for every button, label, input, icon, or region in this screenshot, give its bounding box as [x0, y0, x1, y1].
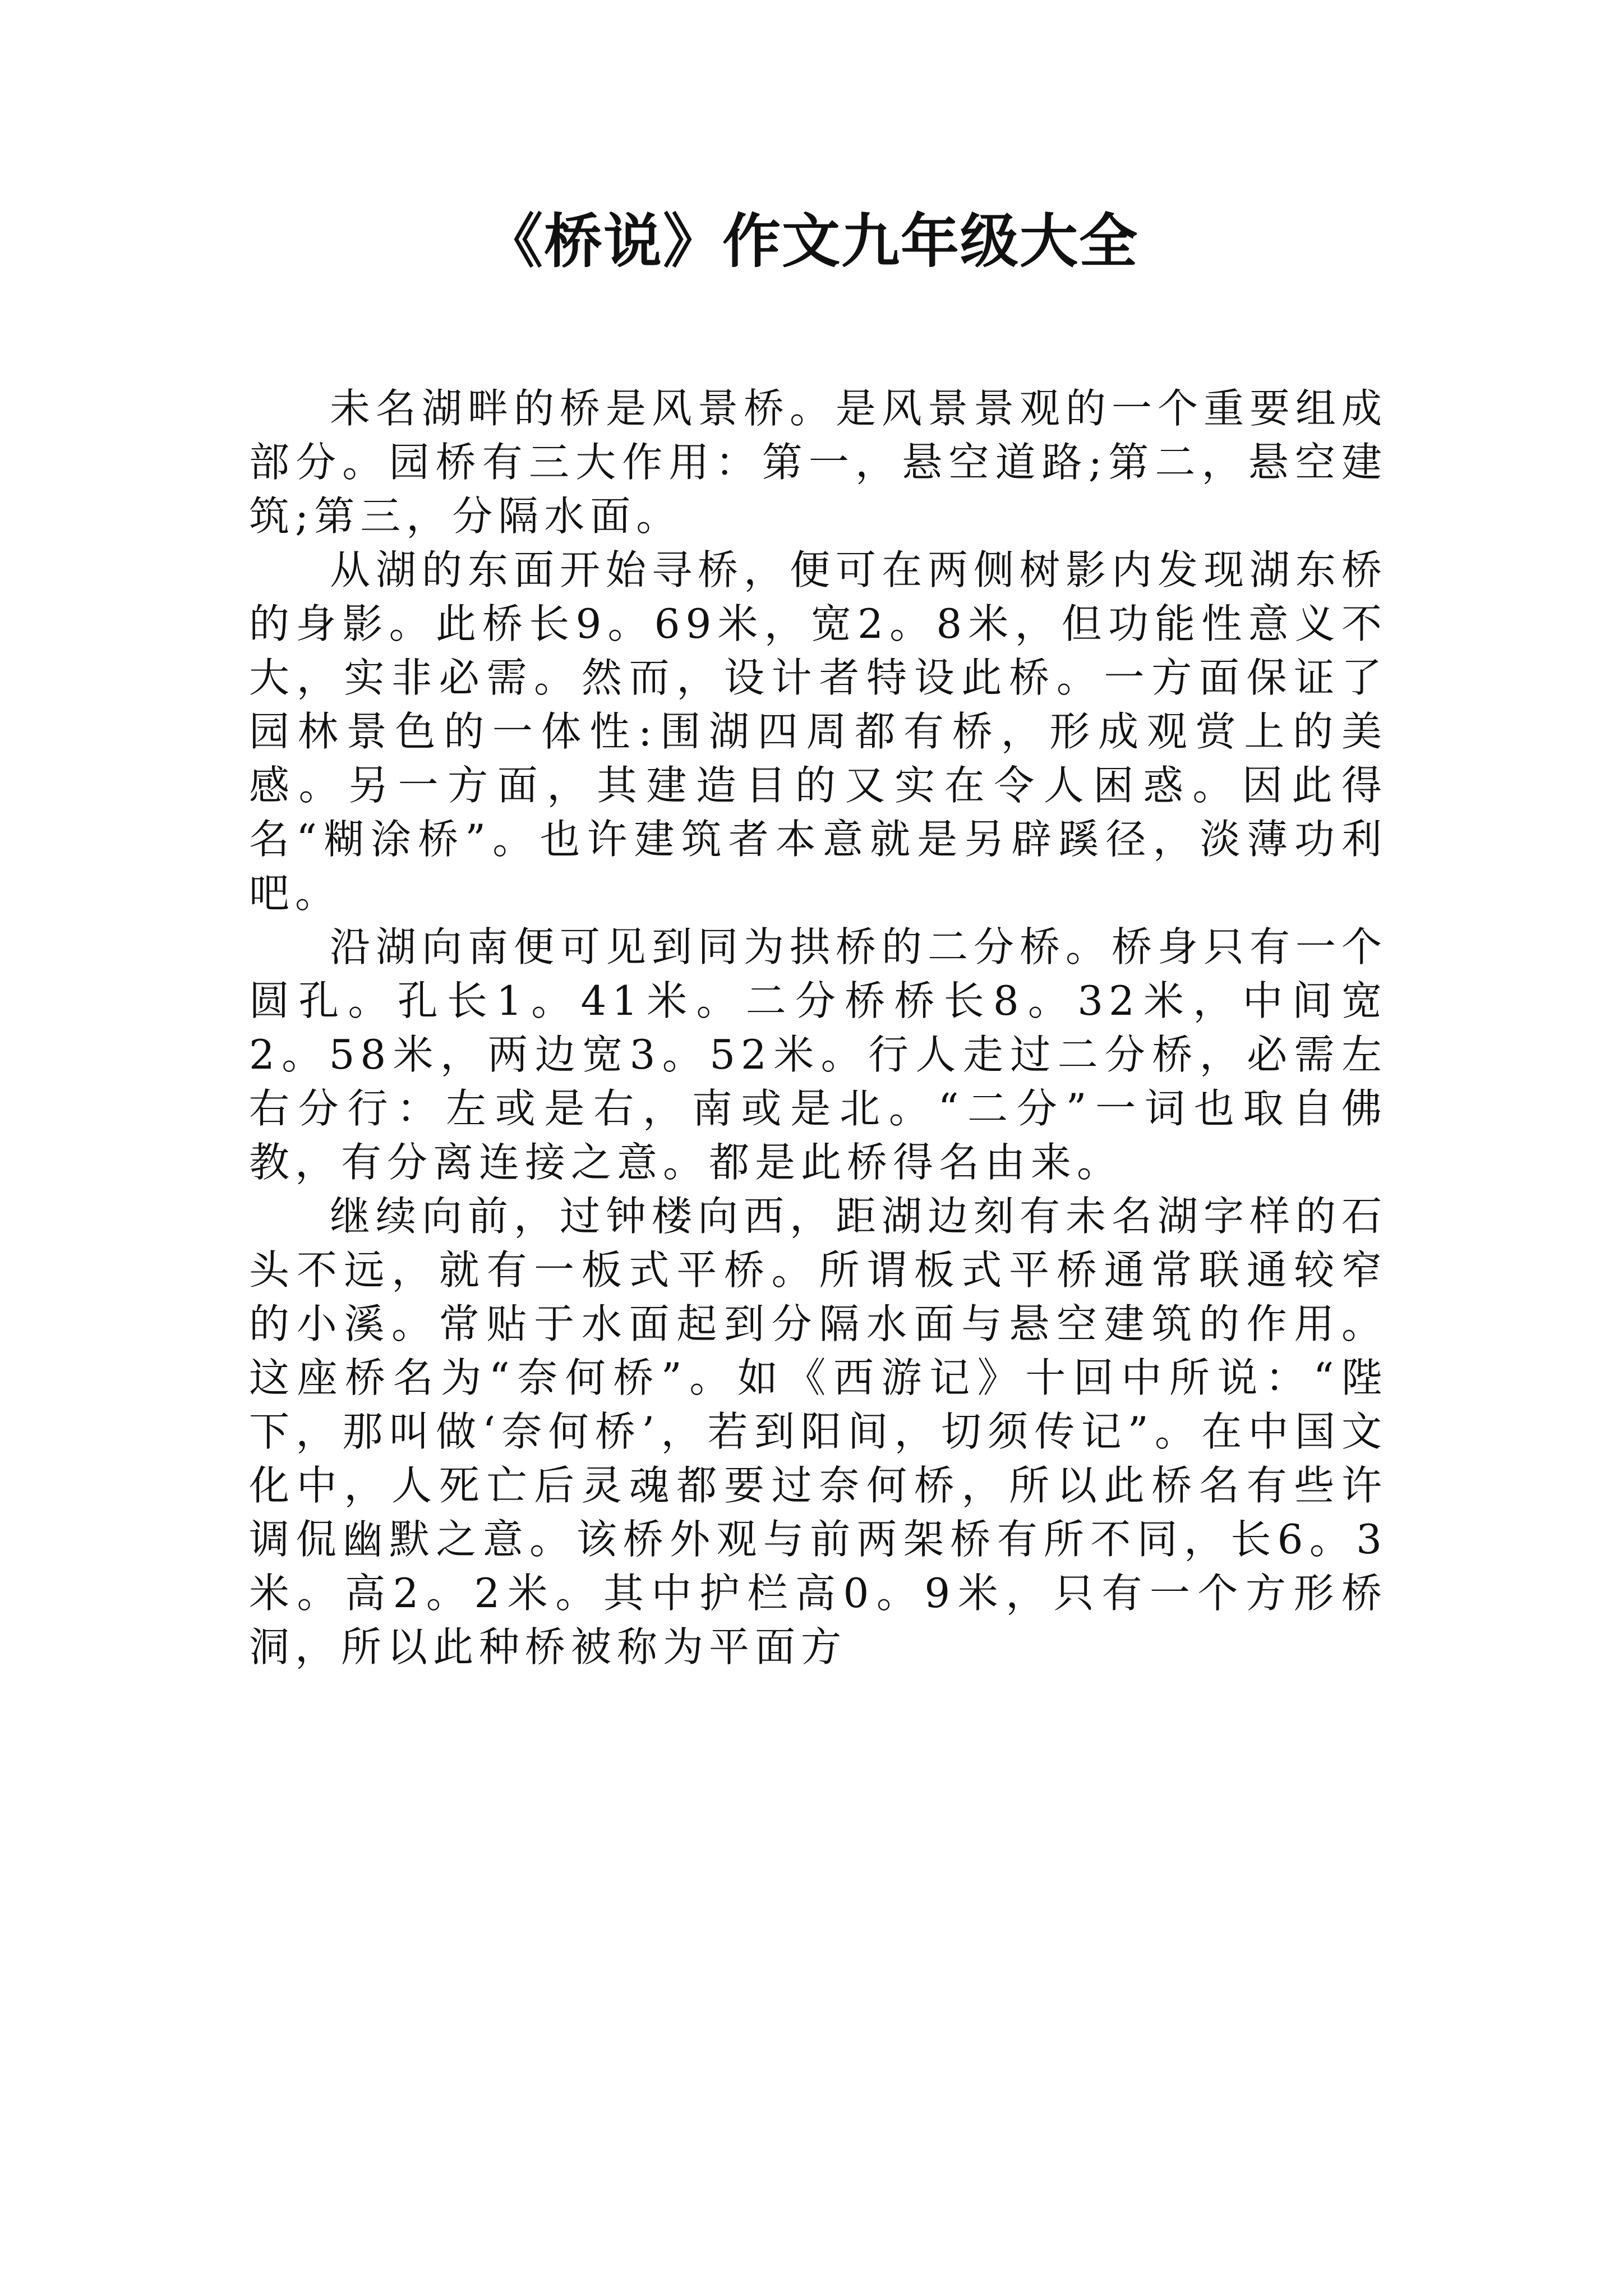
paragraph: 沿湖向南便可见到同为拱桥的二分桥。桥身只有一个圆孔。孔长1。41米。二分桥桥长8。32米，中间宽2。58米，两边宽3。52米。行人走过二分桥，必需左右分行：左或是右，南或是北。“二分”一词也取自佛教，有分离连接之意。都是此桥得名由来。	[249, 923, 1388, 1186]
paragraph: 继续向前，过钟楼向西，距湖边刻有未名湖字样的石头不远，就有一板式平桥。所谓板式平桥通常联通较窄的小溪。常贴于水面起到分隔水面与悬空建筑的作用。这座桥名为“奈何桥”。如《西游记》十回中所说：“陛下，那叫做‘奈何桥’，若到阳间，切须传记”。在中国文化中，人死亡后灵魂都要过奈何桥，所以此桥名有些许调侃幽默之意。该桥外观与前两架桥有所不同，长6。3米。高2。2米。其中护栏高0。9米，只有一个方形桥洞，所以此种桥被称为平面方	[249, 1193, 1388, 1671]
document-title: 《桥说》作文九年级大全	[484, 206, 1138, 275]
document-body	[249, 381, 1387, 1674]
paragraph: 未名湖畔的桥是风景桥。是风景景观的一个重要组成部分。园桥有三大作用：第一，悬空道路;第二，悬空建筑;第三，分隔水面。	[249, 385, 1388, 540]
paragraph: 从湖的东面开始寻桥，便可在两侧树影内发现湖东桥的身影。此桥长9。69米，宽2。8米，但功能性意义不大，实非必需。然而，设计者特设此桥。一方面保证了园林景色的一体性:围湖四周都有桥，形成观赏上的美感。另一方面，其建造目的又实在令人困惑。因此得名“糊涂桥”。也许建筑者本意就是另辟蹊径，淡薄功利吧。	[249, 546, 1388, 917]
